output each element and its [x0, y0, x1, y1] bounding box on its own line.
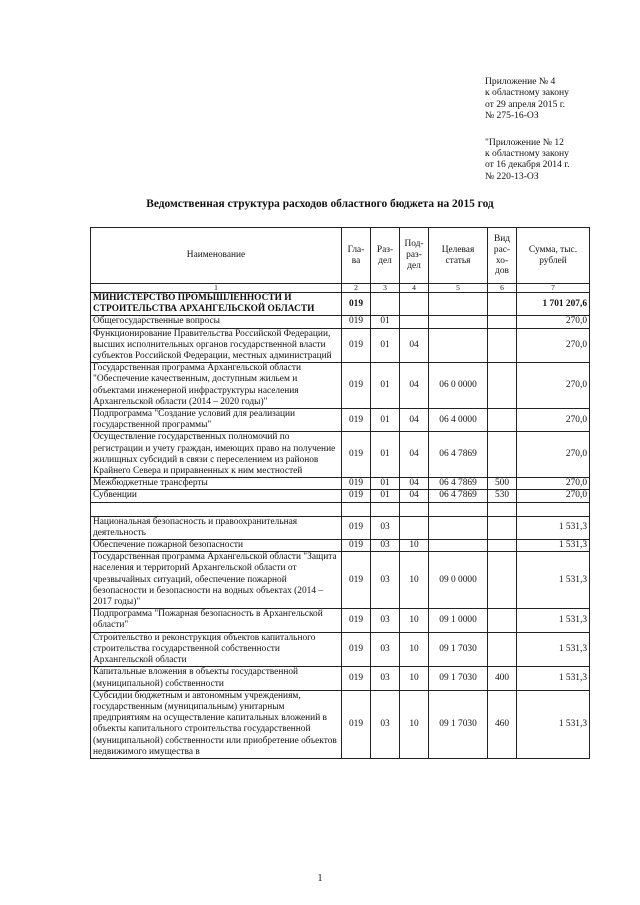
cell-glava: 019: [342, 490, 371, 502]
cell-target: 06 4 0000: [429, 409, 488, 432]
cell-name: Подпрограмма "Создание условий для реализации государственной программы": [91, 409, 342, 432]
cell-podrazdel: 10: [400, 540, 429, 552]
cell-name: МИНИСТЕРСТВО ПРОМЫШЛЕННОСТИ И СТРОИТЕЛЬСТВА АРХАНГЕЛЬСКОЙ ОБЛАСТИ: [91, 293, 342, 316]
table-row: [91, 432, 590, 478]
table-row: [91, 490, 590, 502]
cell-podrazdel: 10: [400, 552, 429, 609]
appendix-line: к областному закону: [485, 87, 569, 99]
cell-sum: 270,0: [517, 363, 590, 409]
table-row: [91, 609, 590, 632]
table-row: [91, 667, 590, 690]
cell-target: 09 1 0000: [429, 609, 488, 632]
cell-vid: [488, 609, 517, 632]
table-row: [91, 293, 590, 316]
table-row: [91, 328, 590, 363]
appendix-line: к областному закону: [485, 148, 569, 160]
appendix-line: № 275-16-ОЗ: [485, 110, 539, 122]
header-glava: Гла-ва: [342, 228, 371, 284]
cell-podrazdel: [400, 516, 429, 539]
cell-razdel: [371, 502, 400, 516]
cell-sum: [517, 502, 590, 516]
cell-sum: 1 701 207,6: [517, 293, 590, 316]
cell-vid: 500: [488, 478, 517, 490]
cell-podrazdel: 10: [400, 690, 429, 758]
cell-podrazdel: 10: [400, 667, 429, 690]
cell-razdel: 03: [371, 632, 400, 667]
cell-glava: 019: [342, 328, 371, 363]
cell-vid: [488, 552, 517, 609]
cell-vid: [488, 432, 517, 478]
cell-podrazdel: 04: [400, 490, 429, 502]
cell-razdel: 01: [371, 409, 400, 432]
cell-target: 06 4 7869: [429, 478, 488, 490]
cell-target: 06 0 0000: [429, 363, 488, 409]
appendix-line: "Приложение № 12: [485, 136, 564, 148]
document-title: Ведомственная структура расходов областного бюджета на 2015 год: [146, 198, 494, 210]
page-number: 1: [317, 873, 323, 884]
cell-sum: 270,0: [517, 328, 590, 363]
cell-name: Государственная программа Архангельской области "Обеспечение качественным, доступным жильем и объектами инженерной инфраструктуры населения Архангельской области (2014 – 2020 годы)": [91, 363, 342, 409]
cell-vid: [488, 516, 517, 539]
cell-glava: [342, 502, 371, 516]
cell-podrazdel: 04: [400, 409, 429, 432]
header-name: Наименование: [91, 228, 342, 284]
cell-name: [91, 502, 342, 516]
cell-target: [429, 540, 488, 552]
cell-razdel: 03: [371, 552, 400, 609]
cell-razdel: 01: [371, 478, 400, 490]
cell-sum: 1 531,3: [517, 667, 590, 690]
cell-glava: 019: [342, 552, 371, 609]
cell-glava: 019: [342, 316, 371, 328]
table-row: [91, 690, 590, 758]
table-row: [91, 552, 590, 609]
budget-table-body: [91, 293, 590, 759]
table-row: [91, 540, 590, 552]
cell-target: [429, 293, 488, 316]
cell-sum: 270,0: [517, 490, 590, 502]
cell-name: Государственная программа Архангельской области "Защита населения и территорий Архангельской области от чрезвычайных ситуаций, обеспечение пожарной безопасности и безопасности на водных объектах (2014 – 2017 годы)": [91, 552, 342, 609]
header-sum: Сумма, тыс. рублей: [517, 228, 590, 284]
cell-podrazdel: [400, 293, 429, 316]
cell-name: Национальная безопасность и правоохранительная деятельность: [91, 516, 342, 539]
cell-target: [429, 316, 488, 328]
cell-name: Обеспечение пожарной безопасности: [91, 540, 342, 552]
header-target: Целевая статья: [429, 228, 488, 284]
column-number: 4: [400, 284, 429, 293]
cell-podrazdel: 04: [400, 363, 429, 409]
cell-podrazdel: 04: [400, 328, 429, 363]
appendix-line: Приложение № 4: [485, 76, 556, 87]
cell-sum: 1 531,3: [517, 632, 590, 667]
cell-vid: [488, 316, 517, 328]
header-podrazdel: Под-раз-дел: [400, 228, 429, 284]
table-row: [91, 409, 590, 432]
appendix-line: от 29 апреля 2015 г.: [485, 98, 566, 110]
cell-glava: 019: [342, 632, 371, 667]
cell-razdel: 01: [371, 432, 400, 478]
cell-target: 09 1 7030: [429, 632, 488, 667]
cell-vid: 530: [488, 490, 517, 502]
cell-name: Субвенции: [91, 490, 342, 502]
cell-target: [429, 502, 488, 516]
appendix-line: № 220-13-ОЗ: [485, 170, 539, 182]
cell-vid: [488, 409, 517, 432]
cell-name: Общегосударственные вопросы: [91, 316, 342, 328]
cell-glava: 019: [342, 690, 371, 758]
cell-glava: 019: [342, 609, 371, 632]
cell-vid: [488, 328, 517, 363]
cell-target: [429, 516, 488, 539]
cell-name: Осуществление государственных полномочий по регистрации и учету граждан, имеющих право на получение жилищных субсидий в связи с переселением из районов Крайнего Севера и приравненных к ним местностей: [91, 432, 342, 478]
cell-vid: [488, 540, 517, 552]
cell-vid: [488, 293, 517, 316]
cell-vid: 460: [488, 690, 517, 758]
appendix-amended: [485, 137, 570, 183]
cell-target: 06 4 7869: [429, 432, 488, 478]
table-row: [91, 516, 590, 539]
cell-name: Подпрограмма "Пожарная безопасность в Архангельской области": [91, 609, 342, 632]
table-row: [91, 632, 590, 667]
cell-glava: 019: [342, 293, 371, 316]
cell-glava: 019: [342, 478, 371, 490]
cell-name: Капитальные вложения в объекты государственной (муниципальной) собственности: [91, 667, 342, 690]
cell-sum: 1 531,3: [517, 690, 590, 758]
cell-podrazdel: 10: [400, 632, 429, 667]
cell-sum: 1 531,3: [517, 516, 590, 539]
cell-glava: 019: [342, 409, 371, 432]
column-number: 7: [517, 284, 590, 293]
cell-podrazdel: 04: [400, 478, 429, 490]
cell-target: [429, 328, 488, 363]
cell-name: Субсидии бюджетным и автономным учреждениям, государственным (муниципальным) унитарным предприятиям на осуществление капитальных вложений в объекты капитального строительства государственной (муниципальной) собственности или приобретение объектов недвижимого имущества в: [91, 690, 342, 758]
cell-razdel: 01: [371, 490, 400, 502]
cell-sum: 270,0: [517, 478, 590, 490]
cell-name: Межбюджетные трансферты: [91, 478, 342, 490]
cell-glava: 019: [342, 540, 371, 552]
cell-target: 09 1 7030: [429, 690, 488, 758]
appendix-line: от 16 декабря 2014 г.: [485, 159, 570, 171]
cell-razdel: 01: [371, 316, 400, 328]
cell-glava: 019: [342, 363, 371, 409]
cell-vid: 400: [488, 667, 517, 690]
cell-vid: [488, 632, 517, 667]
cell-target: 09 1 7030: [429, 667, 488, 690]
cell-glava: 019: [342, 516, 371, 539]
table-row: [91, 363, 590, 409]
cell-vid: [488, 363, 517, 409]
cell-glava: 019: [342, 432, 371, 478]
cell-sum: 1 531,3: [517, 540, 590, 552]
column-number: 5: [429, 284, 488, 293]
cell-podrazdel: [400, 502, 429, 516]
cell-target: 09 0 0000: [429, 552, 488, 609]
cell-target: 06 4 7869: [429, 490, 488, 502]
header-vid: Вид рас-хо-дов: [488, 228, 517, 284]
cell-sum: 1 531,3: [517, 552, 590, 609]
cell-vid: [488, 502, 517, 516]
cell-podrazdel: 04: [400, 432, 429, 478]
cell-razdel: [371, 293, 400, 316]
cell-razdel: 01: [371, 328, 400, 363]
column-number: 1: [91, 284, 342, 293]
cell-name: Строительство и реконструкция объектов капитального строительства государственной собственности Архангельской области: [91, 632, 342, 667]
table-row: [91, 478, 590, 490]
column-number: 3: [371, 284, 400, 293]
column-number: 2: [342, 284, 371, 293]
appendix-current: [485, 76, 570, 122]
cell-name: Функционирование Правительства Российской Федерации, высших исполнительных органов государственной власти субъектов Российской Федерации, местных администраций: [91, 328, 342, 363]
header-razdel: Раз-дел: [371, 228, 400, 284]
cell-sum: 270,0: [517, 316, 590, 328]
cell-glava: 019: [342, 667, 371, 690]
table-spacer-row: [91, 502, 590, 516]
table-row: [91, 316, 590, 328]
cell-podrazdel: 10: [400, 609, 429, 632]
cell-podrazdel: [400, 316, 429, 328]
cell-sum: 1 531,3: [517, 609, 590, 632]
cell-razdel: 03: [371, 516, 400, 539]
budget-table: [90, 227, 590, 759]
column-number: 6: [488, 284, 517, 293]
cell-sum: 270,0: [517, 432, 590, 478]
cell-razdel: 01: [371, 363, 400, 409]
appendix-reference: [485, 76, 570, 182]
cell-razdel: 03: [371, 690, 400, 758]
cell-razdel: 03: [371, 667, 400, 690]
cell-razdel: 03: [371, 609, 400, 632]
cell-sum: 270,0: [517, 409, 590, 432]
cell-razdel: 03: [371, 540, 400, 552]
